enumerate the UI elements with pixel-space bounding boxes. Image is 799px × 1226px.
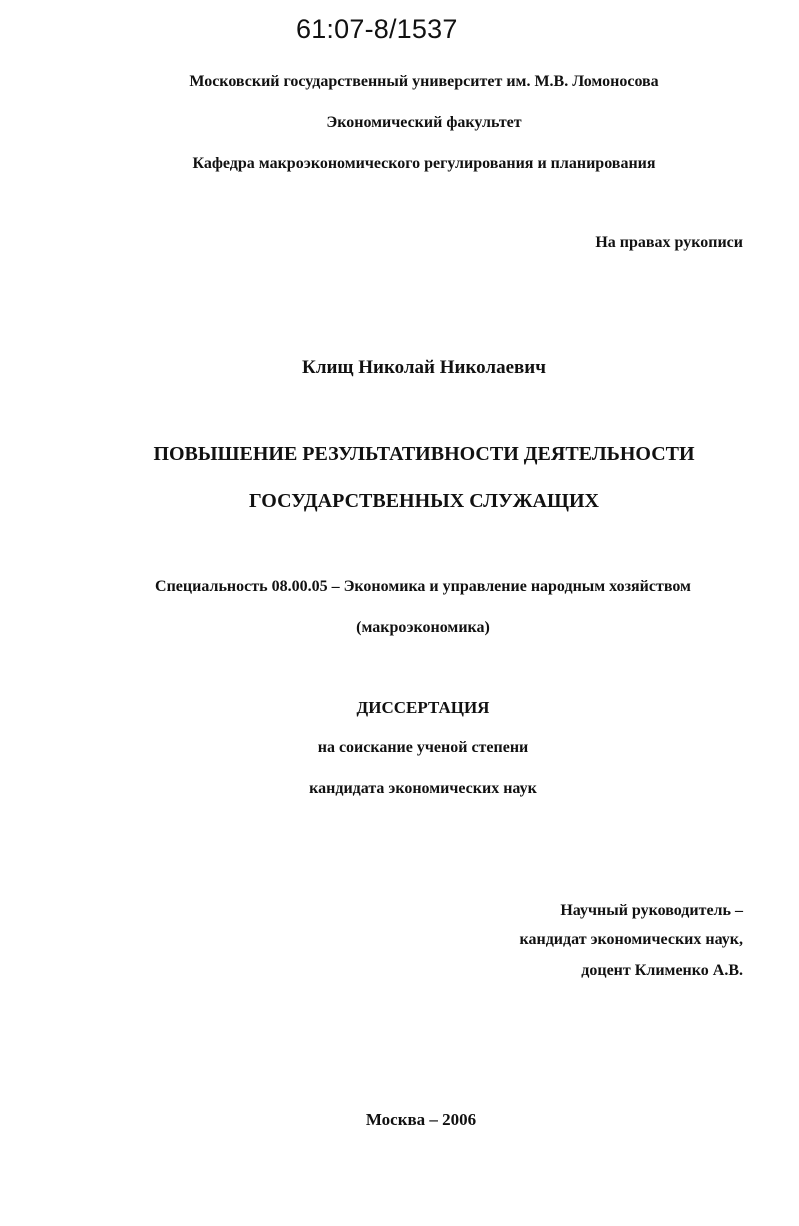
faculty-name: Экономический факультет [326,114,522,131]
author-name: Клищ Николай Николаевич [302,357,546,378]
specialty-line-1: Специальность 08.00.05 – Экономика и управление народным хозяйством [155,578,691,595]
archive-stamp: 61:07-8/1537 [296,14,458,44]
thesis-title-line-2: ГОСУДАРСТВЕННЫХ СЛУЖАЩИХ [249,490,599,512]
manuscript-note: На правах рукописи [595,234,743,251]
department-name: Кафедра макроэкономического регулирования и планирования [192,155,656,172]
supervisor-line-2: кандидат экономических наук, [519,931,743,948]
specialty-line-2: (макроэкономика) [356,619,490,636]
work-type: ДИССЕРТАЦИЯ [356,698,490,717]
university-name: Московский государственный университет им. М.В. Ломоносова [189,73,659,90]
degree-line-1: на соискание ученой степени [317,739,529,756]
city-year: Москва – 2006 [365,1110,477,1129]
supervisor-line-3: доцент Клименко А.В. [581,962,743,979]
supervisor-line-1: Научный руководитель – [560,902,743,919]
degree-line-2: кандидата экономических наук [309,780,537,797]
thesis-title-line-1: ПОВЫШЕНИЕ РЕЗУЛЬТАТИВНОСТИ ДЕЯТЕЛЬНОСТИ [153,443,695,465]
